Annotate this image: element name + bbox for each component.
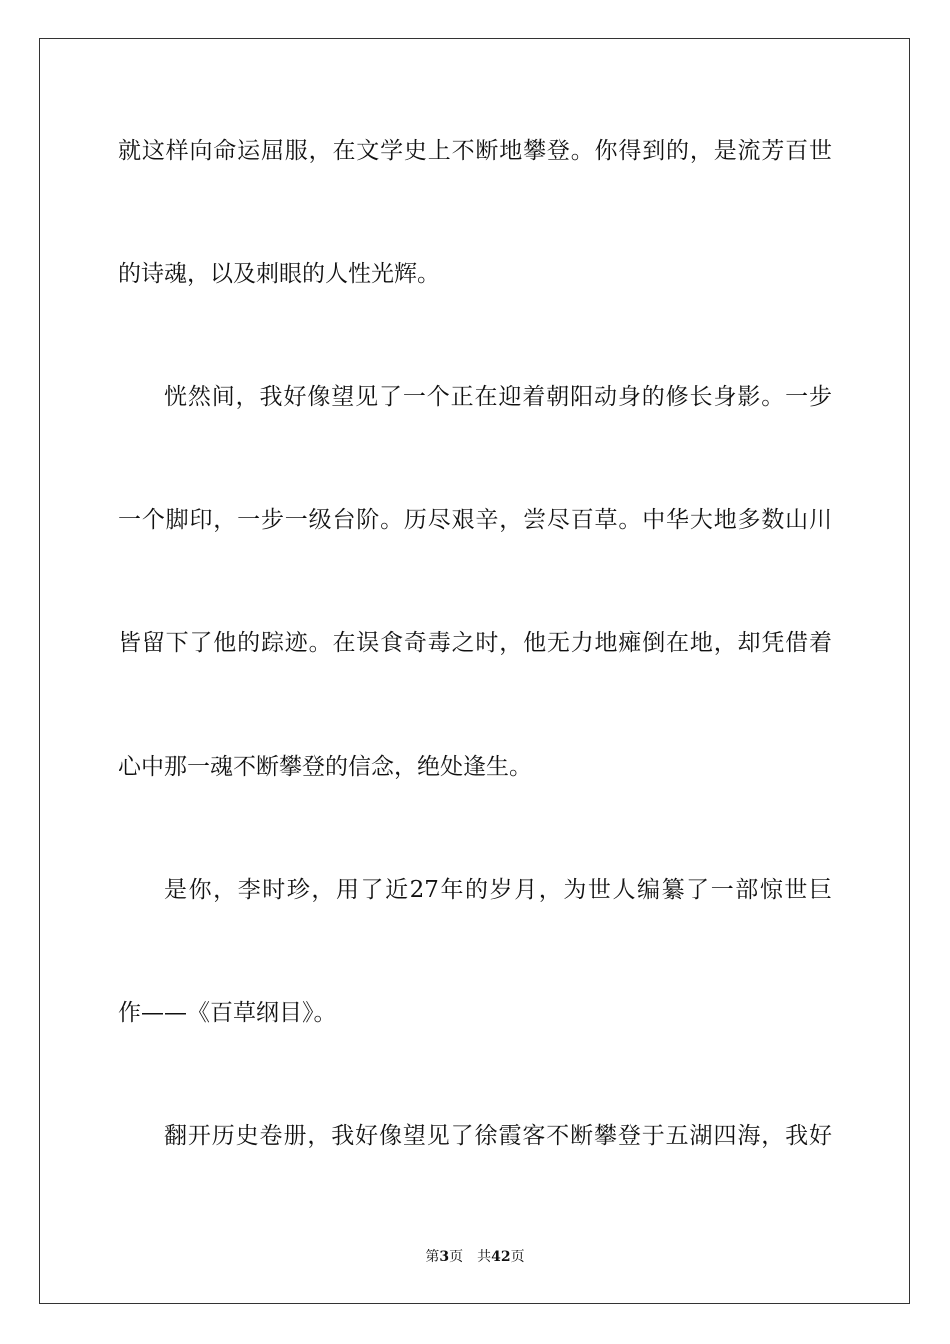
text-line-9: 翻开历史卷册，我好像望见了徐霞客不断攀登于五湖四海，我好 — [164, 1123, 832, 1149]
text-line-3: 恍然间，我好像望见了一个正在迎着朝阳动身的修长身影。一步 — [164, 384, 832, 410]
footer-page-suffix: 页 — [449, 1249, 464, 1265]
text-line-6: 心中那一魂不断攀登的信念，绝处逢生。 — [118, 754, 532, 780]
page-border — [39, 38, 910, 1304]
text-line-5: 皆留下了他的踪迹。在误食奇毒之时，他无力地瘫倒在地，却凭借着 — [118, 630, 832, 656]
page-footer — [0, 1248, 950, 1266]
text-line-2: 的诗魂，以及刺眼的人性光辉。 — [118, 261, 440, 287]
footer-page-prefix: 第 — [425, 1249, 440, 1265]
footer-total-prefix: 共 — [477, 1249, 492, 1265]
footer-page-total: 42 — [491, 1249, 511, 1265]
text-line-8: 作——《百草纲目》。 — [118, 1000, 337, 1026]
text-line-7: 是你，李时珍，用了近27年的岁月，为世人编纂了一部惊世巨 — [164, 877, 832, 903]
text-line-4: 一个脚印，一步一级台阶。历尽艰辛，尝尽百草。中华大地多数山川 — [118, 507, 832, 533]
text-line-1: 就这样向命运屈服，在文学史上不断地攀登。你得到的，是流芳百世 — [118, 138, 832, 164]
footer-page-current: 3 — [439, 1249, 450, 1265]
footer-total-suffix: 页 — [510, 1249, 525, 1265]
